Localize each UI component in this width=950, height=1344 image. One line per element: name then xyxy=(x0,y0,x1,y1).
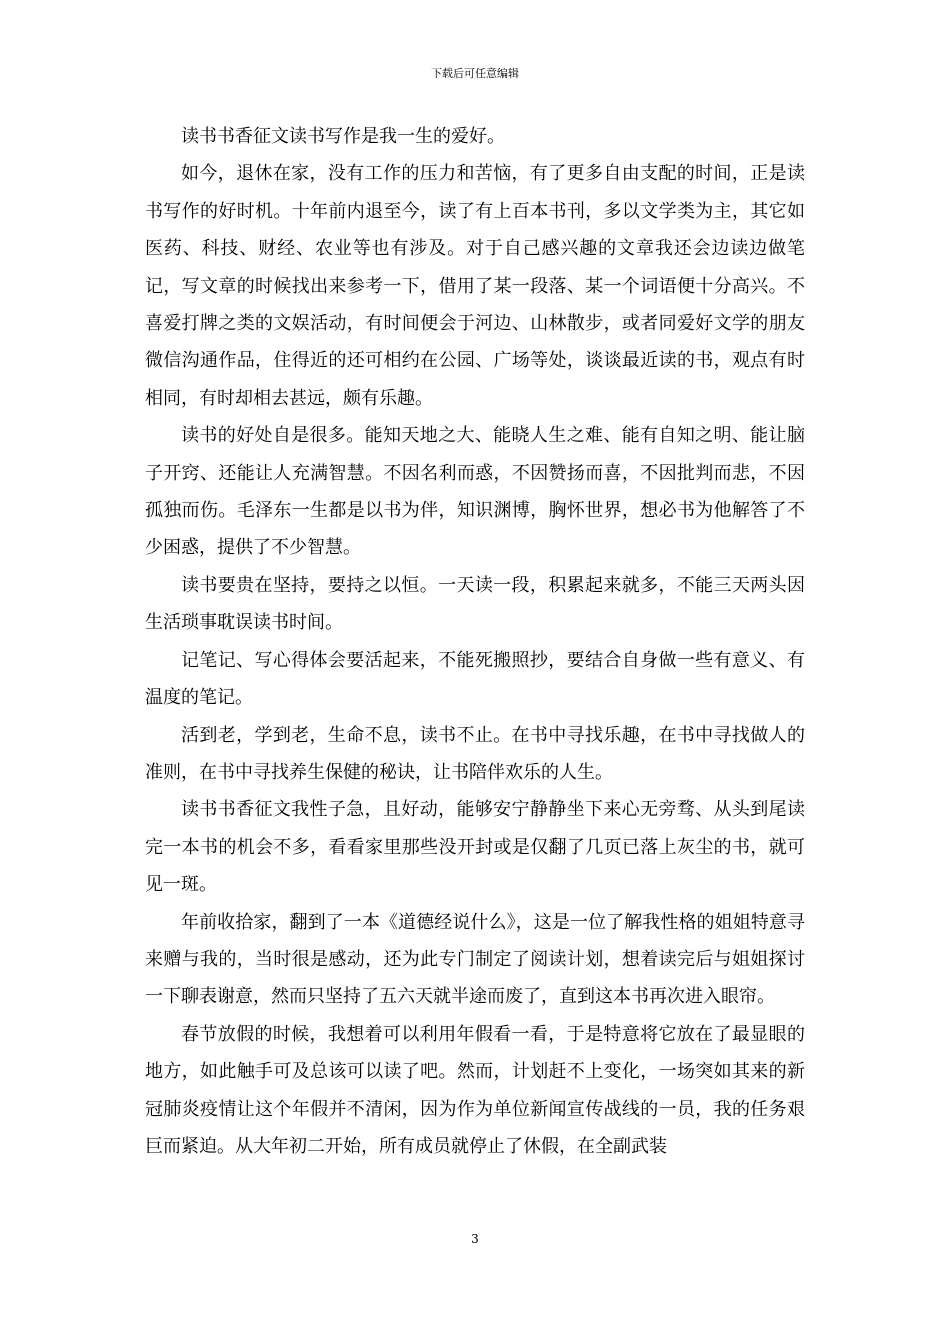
paragraph-1: 读书书香征文读书写作是我一生的爱好。 xyxy=(181,126,505,147)
paragraph-4: 读书要贵在坚持，要持之以恒。一天读一段，积累起来就多，不能三天两头因生活琐事耽误读书时间。 xyxy=(145,574,805,634)
paragraph-9: 春节放假的时候，我想着可以利用年假看一看，于是特意将它放在了最显眼的地方，如此触手可及总该可以读了吧。然而，计划赶不上变化，一场突如其来的新冠肺炎疫情让这个年假并不清闲，因为作为单位新闻宣传战线的一员，我的任务艰巨而紧迫。从大年初二开始，所有成员就停止了休假，在全副武装 xyxy=(145,1023,805,1157)
paragraph-2: 如今，退休在家，没有工作的压力和苦恼，有了更多自由支配的时间，正是读书写作的好时机。十年前内退至今，读了有上百本书刊，多以文学类为主，其它如医药、科技、财经、农业等也有涉及。对于自己感兴趣的文章我还会边读边做笔记，写文章的时候找出来参考一下，借用了某一段落、某一个词语便十分高兴。不喜爱打牌之类的文娱活动，有时间便会于河边、山林散步，或者同爱好文学的朋友微信沟通作品，住得近的还可相约在公园、广场等处，谈谈最近读的书，观点有时相同，有时却相去甚远，颇有乐趣。 xyxy=(145,163,805,409)
page-number: 3 xyxy=(471,1232,479,1246)
paragraph-7: 读书书香征文我性子急，且好动，能够安宁静静坐下来心无旁骛、从头到尾读完一本书的机会不多，看看家里那些没开封或是仅翻了几页已落上灰尘的书，就可见一斑。 xyxy=(145,799,805,896)
paragraph-8: 年前收拾家，翻到了一本《道德经说什么》，这是一位了解我性格的姐姐特意寻来赠与我的，当时很是感动，还为此专门制定了阅读计划，想着读完后与姐姐探讨一下聊表谢意，然而只坚持了五六天就半途而废了，直到这本书再次进入眼帘。 xyxy=(145,911,805,1008)
paragraph-6: 活到老，学到老，生命不息，读书不止。在书中寻找乐趣，在书中寻找做人的准则，在书中寻找养生保健的秘诀，让书陪伴欢乐的人生。 xyxy=(145,724,805,783)
paragraph-5: 记笔记、写心得体会要活起来，不能死搬照抄，要结合自身做一些有意义、有温度的笔记。 xyxy=(145,649,805,709)
page-header: 下载后可任意编辑 xyxy=(431,67,519,80)
document-body xyxy=(145,118,805,1165)
paragraph-3: 读书的好处自是很多。能知天地之大、能晓人生之难、能有自知之明、能让脑子开窍、还能让人充满智慧。不因名利而惑，不因赞扬而喜，不因批判而悲，不因孤独而伤。毛泽东一生都是以书为伴，知识渊博，胸怀世界，想必书为他解答了不少困惑，提供了不少智慧。 xyxy=(145,425,805,559)
